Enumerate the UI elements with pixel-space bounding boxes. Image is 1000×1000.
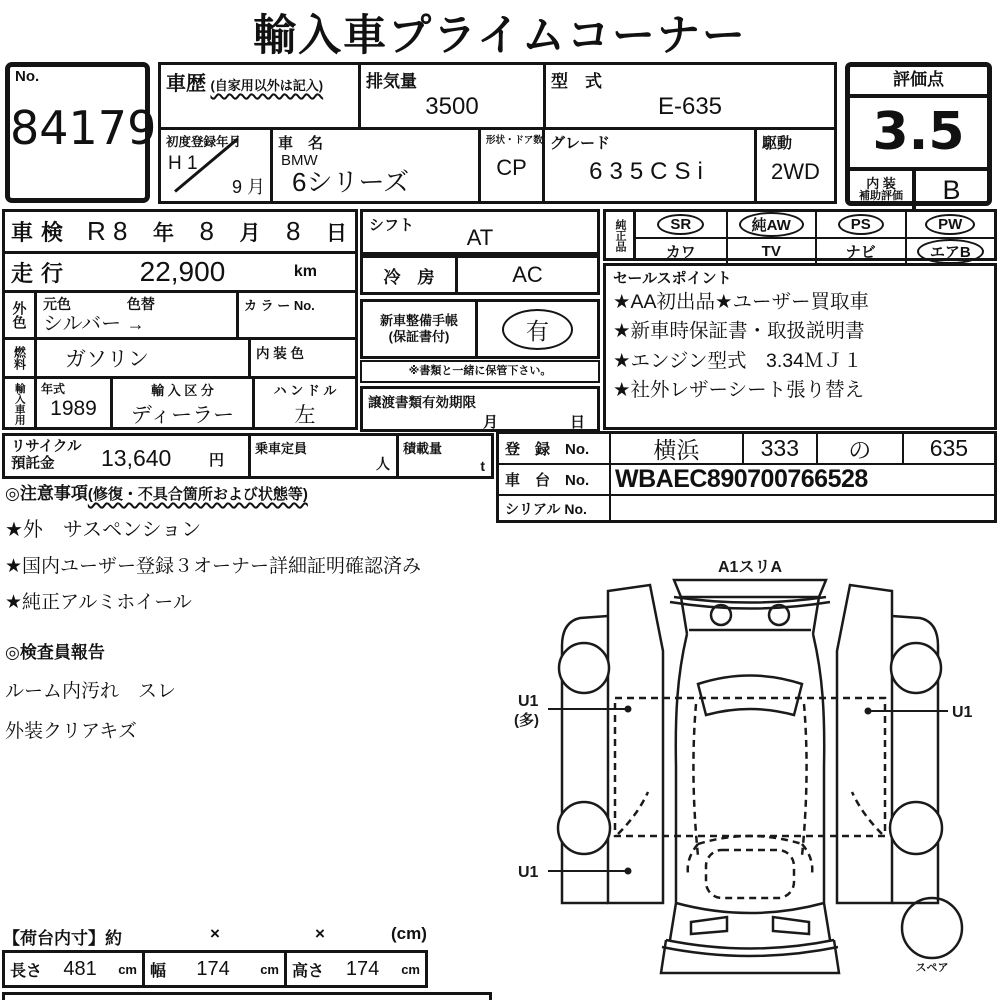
caution-line: ★外 サスペンション [5,519,202,541]
mileage-label: 走行 [11,260,72,286]
sales-point-line: ★AA初出品★ユーザー買取車 [613,291,869,313]
model-code-label: 型 式 [551,72,602,91]
interior-color-cell [251,340,355,376]
factory-options-side-label: 純正品 [606,212,636,258]
registration-no-number: 635 [902,434,994,463]
history-note: (自家用以外は記入) [210,78,324,93]
shaken-label: 車検 [11,220,72,245]
cargo-next-row-partial [2,992,492,1000]
transfer-docs-date: 月 日 [482,414,585,431]
inspector-report-header: ◎検査員報告 [5,643,105,662]
recycle-fee-unit: 円 [209,452,225,469]
interior-color-label: 内 装 色 [256,346,305,361]
damage-label-left-rear: U1 [518,864,539,881]
option-airbag: エアB [905,237,995,264]
sales-point-line: ★社外レザーシート張り替え [613,378,865,401]
import-side-label: 輸入車用 [5,379,37,428]
first-registration-month: 9 月 [231,177,265,197]
service-book-box [360,299,600,359]
car-model: 6シリーズ [292,167,410,197]
cargo-length-cell: 長さ 481 cm [5,953,145,985]
import-type-value: ディーラー [130,404,235,427]
option-alloy-wheels: 純AW [726,212,816,237]
registration-no-kana: の [816,434,902,463]
exterior-color-side-label: 外色 [5,293,37,337]
cargo-dims-table [2,950,428,988]
import-type-cell: 輸 入 区 分 ディーラー [113,379,255,428]
rating-label: 評価点 [850,67,987,98]
shaken-row [5,212,355,254]
color-sub-labels: 元色 色替 [43,296,155,312]
recycle-fee-label: リサイクル 預託金 [11,439,82,472]
body-doors-value: CP [496,155,527,180]
first-registration-label: 初度登録年月 [166,135,242,149]
aircon-value: AC [512,262,543,287]
car-damage-diagram [500,556,1000,986]
model-year-cell: 年式 1989 [37,379,113,428]
aircon-box [360,255,600,295]
windshield [698,676,802,716]
damage-label-left-front-note: (多) [514,712,539,729]
fuel-value: ガソリン [37,340,251,376]
recycle-fee-value: 13,640 [101,445,172,471]
caution-line: ★国内ユーザー登録３オーナー詳細証明確認済み [5,556,422,577]
service-book-value-wrap [478,302,597,356]
grade-cell [545,130,757,201]
rating-score: 3.5 [872,102,965,162]
interior-rating-label: 内 装 補助評価 [850,171,916,209]
exterior-color-cell [37,293,239,337]
interior-dashed-lines [615,698,885,898]
model-code-cell [546,65,834,127]
cargo-height-cell: 高さ 174 cm [292,957,420,980]
aircon-label: 冷 房 [363,258,458,292]
car-make: BMW [281,152,318,169]
car-name-label: 車 名 [278,135,324,152]
serial-no-row [499,496,994,522]
model-code-value: E-635 [657,93,723,120]
displacement-label: 排気量 [366,72,417,91]
front-bumper [674,580,826,597]
repaint-arrow: → [126,314,145,334]
damage-label-top: A1スリA [717,559,783,576]
spec-row-bottom [161,130,834,201]
sales-point-line: ★エンジン型式 3.34ＭＪ１ [613,349,863,372]
registration-no-class: 333 [742,434,816,463]
cautions-header: ◎注意事項(修復・不具合箇所および状態等) [5,484,308,503]
registration-no-label: 登 録 No. [499,434,611,463]
displacement-value: 3500 [425,93,479,120]
inspector-report-section [5,638,425,743]
option-leather: カワ [636,237,726,264]
fuel-row [5,340,355,379]
option-power-steering: PS [815,212,905,237]
mileage-unit: km [293,263,317,280]
handle-value: 左 [294,404,316,427]
cargo-width-value: 174 [196,957,230,980]
drive-value: 2WD [771,159,820,184]
front-wheel-right [891,643,941,693]
rear-wheel-right [890,802,942,854]
taillight-right [773,917,809,934]
color-no-cell [239,293,355,337]
registration-block [496,431,997,523]
lot-number-label: No. [15,68,40,85]
mileage-value: 22,900 [139,256,226,287]
handle-cell: ハ ン ド ル 左 [255,379,355,428]
load-cell: 積載量 t [403,441,485,474]
lot-number-box [5,62,157,203]
factory-options-box [603,209,997,261]
registration-no-row [499,434,994,465]
serial-no-label: シリアル No. [499,496,611,522]
sales-point-line: ★新車時保証書・取扱説明書 [613,320,865,343]
exterior-color-value: シルバー → [43,313,145,335]
exterior-color-row [5,293,355,340]
grade-value: 635CSi [589,158,710,185]
lot-number-value: 84179 [10,101,157,155]
factory-options-grid [636,212,994,261]
first-registration-year: H 1 [168,153,198,174]
chassis-no-row [499,465,994,496]
option-tv: TV [726,237,816,264]
history-label: 車歴 [166,73,206,95]
spare-tire-label: スペア [915,962,949,974]
cautions-section [5,479,565,614]
cargo-length-value: 481 [63,957,97,980]
serial-no-value [611,496,994,522]
body-doors-cell [481,130,545,201]
service-book-label: 新車整備手帳 (保証書付) [363,302,478,356]
mileage-row [5,254,355,293]
inspector-report-line: ルーム内汚れ スレ [5,681,177,702]
rear-deck [676,903,824,913]
interior-rating-grade: B [942,174,961,205]
cargo-width-cell: 幅 174 cm [145,953,287,985]
damage-label-right-front: U1 [952,704,973,721]
option-navi: ナビ [815,237,905,264]
chassis-no-label: 車 台 No. [499,465,611,494]
car-outline [558,580,962,973]
damage-label-left-front: U1 [518,693,539,710]
first-registration-cell [161,130,273,201]
cargo-unit-note: (cm) [391,924,427,943]
grade-label: グレード [550,135,611,152]
service-book-value: 有 [502,309,573,350]
cargo-height-value: 174 [345,957,380,980]
interior-rating-row [850,167,987,209]
shift-value: AT [466,225,494,250]
shift-box [360,209,600,255]
multiply-sign: × [210,924,220,943]
drive-cell [757,130,834,201]
import-row [5,379,355,428]
chassis-no-value: WBAEC890700766528 [615,465,868,493]
option-sunroof: SR [636,212,726,237]
main-spec-table [158,62,837,204]
model-year-value: 1989 [50,397,97,420]
multiply-sign: × [315,924,325,943]
inspector-report-line: 外装クリアキズ [5,721,137,742]
option-power-windows: PW [905,212,995,237]
cargo-dims-header: 【荷台内寸】約 × × (cm) [3,924,427,948]
history-cell [161,65,361,127]
recycle-fee-cell [5,436,251,476]
doc-note-bar: ※書類と一緒に保管下さい。 [360,360,600,383]
vehicle-detail-table [2,209,358,430]
shaken-date: R 8 年 8 月 8 日 [87,216,347,246]
registration-no-region: 横浜 [653,437,700,463]
spec-row-top [161,65,834,130]
fuel-side-label: 燃料 [5,340,37,376]
shift-label: シフト [369,217,415,234]
car-name-cell [273,130,481,201]
front-wheel-left [559,643,609,693]
caution-line: ★純正アルミホイール [5,592,192,613]
capacity-cell: 乗車定員 人 [251,436,399,476]
rear-window-dashed [706,850,794,898]
sales-points-box [603,263,997,430]
color-no-label: カ ラ ー No. [244,298,315,313]
transfer-docs-box [360,386,600,432]
displacement-cell [361,65,546,127]
recycle-row [2,433,494,479]
cautions-note: (修復・不具合箇所および状態等) [87,486,308,503]
rear-wheel-left [558,802,610,854]
taillight-left [691,917,727,934]
sheet-title: 輸入車プライムコーナー [253,12,747,60]
sales-points-header: セールスポイント [613,270,732,287]
rear-bumper [666,940,834,949]
spare-tire [902,898,962,958]
drive-label: 駆動 [762,135,793,152]
rating-box [845,62,992,206]
transfer-docs-label: 譲渡書類有効期限 [368,395,476,410]
body-doors-label: 形状・ドア数 [486,135,543,146]
